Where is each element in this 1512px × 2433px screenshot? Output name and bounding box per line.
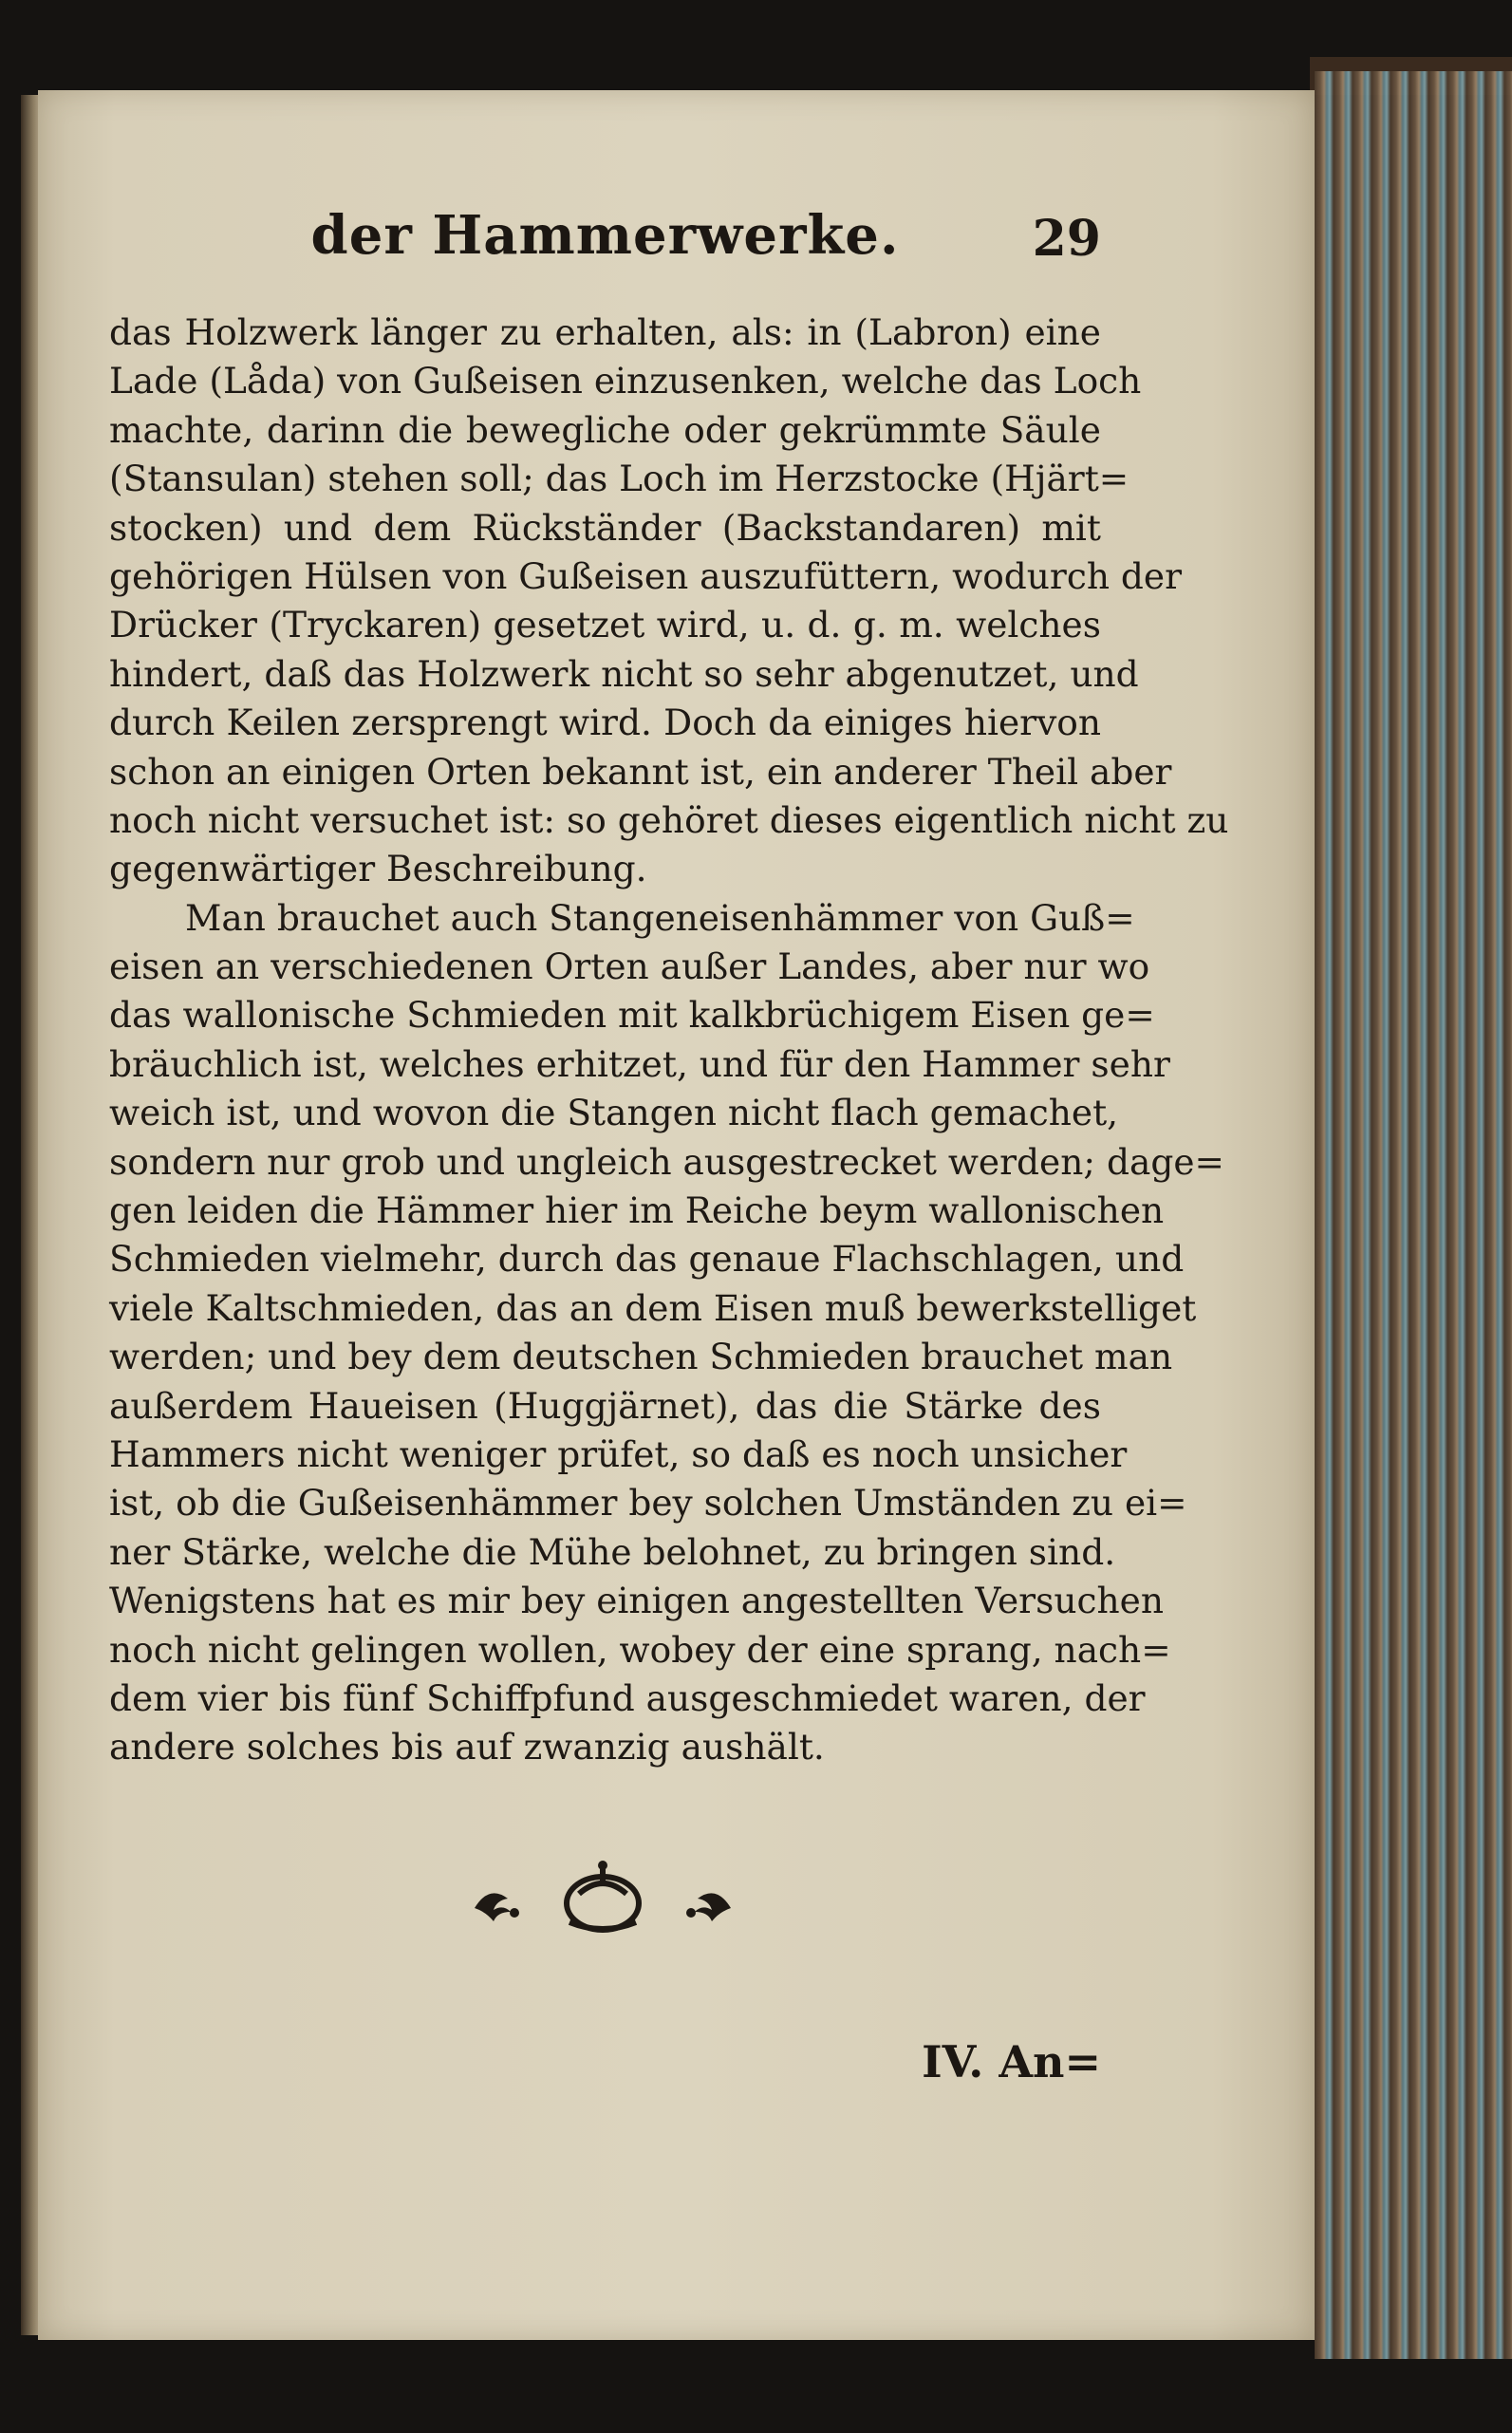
text-line: noch nicht gelingen wollen, wobey der eine sprang, nach=	[109, 1628, 1171, 1671]
text-line: gegenwärtiger Beschreibung.	[109, 848, 647, 890]
text-line: machte, darinn die bewegliche oder gekrümmte Säule	[109, 408, 1101, 451]
text-line: noch nicht versuchet ist: so gehöret dieses eigentlich nicht zu	[109, 798, 1229, 841]
text-line: dem vier bis fünf Schiffpfund ausgeschmiedet waren, der	[109, 1676, 1146, 1719]
text-line: schon an einigen Orten bekannt ist, ein anderer Theil aber	[109, 750, 1172, 793]
text-line: das Holzwerk länger zu erhalten, als: in (Labron) eine	[109, 311, 1101, 353]
text-line: viele Kaltschmieden, das an dem Eisen muß bewerkstelliget	[109, 1286, 1197, 1329]
text-line: gen leiden die Hämmer hier im Reiche beym wallonischen	[109, 1189, 1165, 1232]
book-fore-edge	[1315, 71, 1512, 2359]
catchword: IV. An=	[922, 2036, 1101, 2087]
text-line: Schmieden vielmehr, durch das genaue Flachschlagen, und	[109, 1238, 1185, 1281]
page-number: 29	[1032, 210, 1101, 268]
running-head: der Hammerwerke.	[310, 204, 900, 267]
text-line: (Stansulan) stehen soll; das Loch im Herzstocke (Hjärt=	[109, 458, 1129, 500]
text-line: Hammers nicht weniger prüfet, so daß es noch unsicher	[109, 1432, 1128, 1475]
text-line: eisen an verschiedenen Orten außer Landes, aber nur wo	[109, 945, 1150, 988]
text-line: Wenigstens hat es mir bey einigen angestellten Versuchen	[109, 1580, 1164, 1622]
text-line: Drücker (Tryckaren) gesetzet wird, u. d. g. m. welches	[109, 604, 1101, 646]
text-line: ner Stärke, welche die Mühe belohnet, zu bringen sind.	[109, 1530, 1116, 1573]
text-line: stocken) und dem Rückständer (Backstandaren) mit	[109, 506, 1101, 549]
page-header	[109, 204, 1101, 280]
text-line: andere solches bis auf zwanzig aushält.	[109, 1726, 825, 1769]
text-line: Man brauchet auch Stangeneisenhämmer von Guß=	[185, 896, 1135, 939]
text-line: ist, ob die Gußeisenhämmer bey solchen Umständen zu ei=	[109, 1482, 1187, 1525]
text-line: gehörigen Hülsen von Gußeisen auszufüttern, wodurch der	[109, 554, 1183, 597]
crown-ornament-icon	[465, 1856, 740, 1941]
text-line: werden; und bey dem deutschen Schmieden brauchet man	[109, 1336, 1173, 1378]
text-line: hindert, daß das Holzwerk nicht so sehr abgenutzet, und	[109, 652, 1139, 695]
body-text	[109, 309, 1229, 1772]
text-line: außerdem Haueisen (Huggjärnet), das die Stärke des	[109, 1384, 1101, 1427]
text-line: bräuchlich ist, welches erhitzet, und für den Hammer sehr	[109, 1042, 1170, 1085]
text-line: weich ist, und wovon die Stangen nicht flach gemachet,	[109, 1092, 1119, 1134]
text-line: sondern nur grob und ungleich ausgestrecket werden; dage=	[109, 1140, 1224, 1183]
text-line: Lade (Låda) von Gußeisen einzusenken, welche das Loch	[109, 360, 1142, 402]
text-line: das wallonische Schmieden mit kalkbrüchigem Eisen ge=	[109, 994, 1155, 1037]
text-line: durch Keilen zersprengt wird. Doch da einiges hiervon	[109, 702, 1101, 744]
